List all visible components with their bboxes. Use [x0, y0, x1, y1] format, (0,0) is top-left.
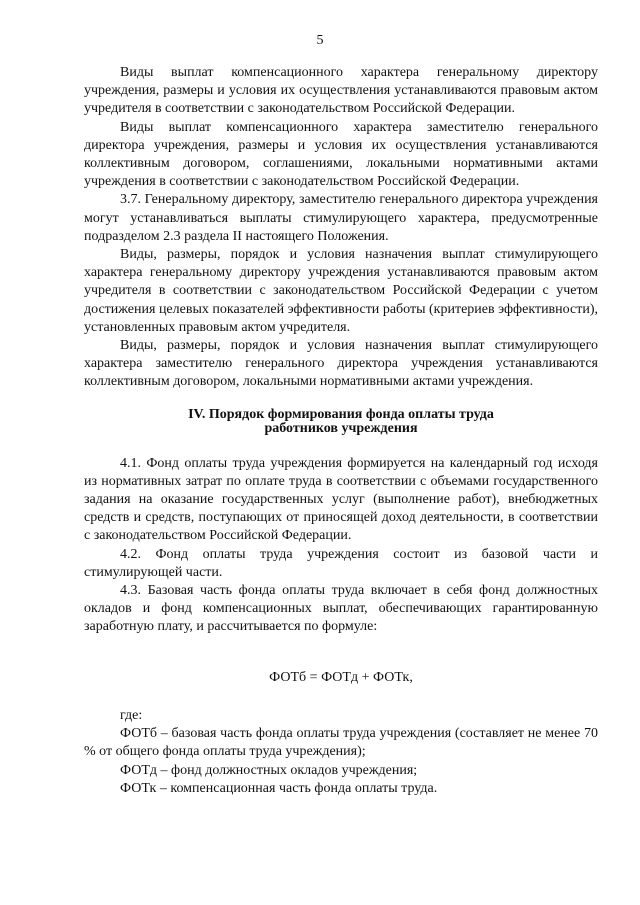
page-number: 5 [316, 33, 324, 48]
paragraph-ceo-compensation: Виды выплат компенсационного характера генеральному директору учреждения, размеры и условия их осуществления устанавливаются правовым актом учредителя в соответствии с законодательством Российской Федерации. [84, 65, 598, 117]
paragraph-deputy-incentive: Виды, размеры, порядок и условия назначения выплат стимулирующего характера заместителю генерального директора учреждения устанавливаются коллективным договором, локальными нормативными актами учреждения. [84, 338, 598, 390]
formula: ФОТб = ФОТд + ФОТк, [269, 669, 413, 685]
paragraph-deputy-compensation: Виды выплат компенсационного характера заместителю генерального директора учреждения, размеры и условия их осуществления устанавливаются коллективным договором, соглашениями, локальными нормативными актами учреждения в соответствии с законодательством Российской Федерации. [84, 119, 598, 190]
section-heading [84, 408, 598, 436]
paragraph-4-3: 4.3. Базовая часть фонда оплаты труда включает в себя фонд должностных окладов и фонд компенсационных выплат, обеспечивающих гарантированную заработную плату, и рассчитывается по формуле: [84, 583, 598, 635]
definition-fot-compensation: ФОТк – компенсационная часть фонда оплаты труда. [120, 780, 438, 796]
paragraph-3-7: 3.7. Генеральному директору, заместителю генерального директора учреждения могут устанавливаться выплаты стимулирующего характера, предусмотренные подразделом 2.3 раздела II настоящего Положения. [84, 192, 598, 244]
section-heading-line-1: IV. Порядок формирования фонда оплаты труда [188, 406, 494, 422]
section-heading-line-2: работников учреждения [264, 420, 418, 436]
where-label: где: [120, 707, 143, 723]
paragraph-4-1: 4.1. Фонд оплаты труда учреждения формируется на календарный год исходя из нормативных затрат по оплате труда в соответствии с объемами государственного задания на оказание государственных услуг (выполнение работ), внебюджетных средств и средств, поступающих от приносящей доход деятельности, в соответствии с законодательством Российской Федерации. [84, 455, 598, 544]
paragraph-ceo-incentive: Виды, размеры, порядок и условия назначения выплат стимулирующего характера генеральному директору учреждения устанавливаются правовым актом учредителя в соответствии с законодательством Российской Федерации с учетом достижения целевых показателей эффективности работы (критериев эффективности), установленных правовым актом учредителя. [84, 247, 598, 335]
document-body [84, 64, 598, 798]
definition-fot-base: ФОТб – базовая часть фонда оплаты труда учреждения (составляет не менее 70 % от общего фонда оплаты труда учреждения); [84, 726, 598, 760]
paragraph-4-2: 4.2. Фонд оплаты труда учреждения состоит из базовой части и стимулирующей части. [84, 546, 598, 580]
definition-fot-salary: ФОТд – фонд должностных окладов учреждения; [120, 762, 418, 778]
